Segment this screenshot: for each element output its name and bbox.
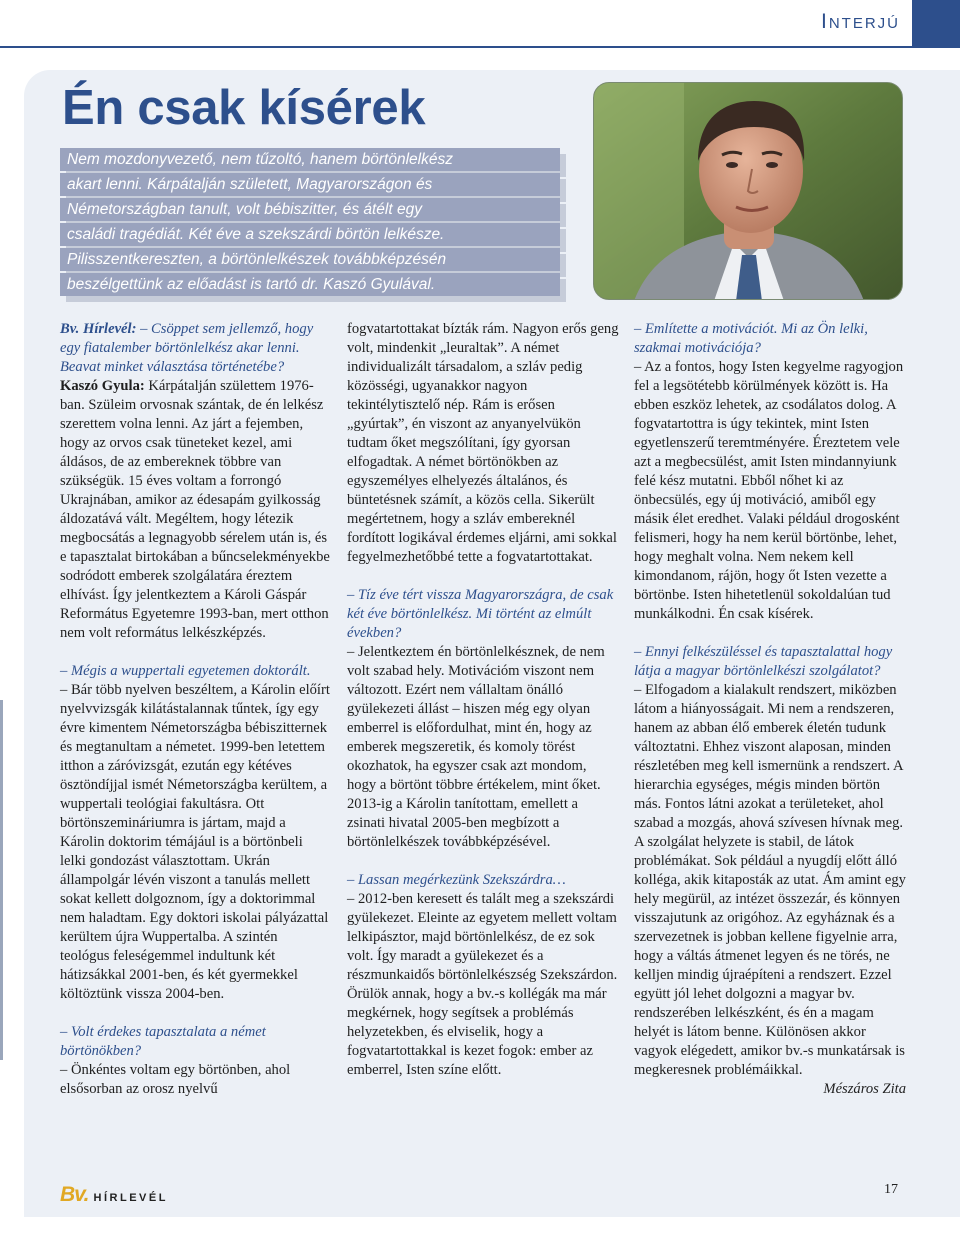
question: – Ennyi felkészüléssel és tapasztalattal hogy látja a magyar börtönlelkészi szolgálatot? [634, 644, 893, 679]
lead-line: családi tragédiát. Két éve a szekszárdi börtön lelkésze. [60, 223, 560, 246]
page-number: 17 [884, 1182, 898, 1197]
answer: – Elfogadom a kialakult rendszert, miközben látom a hiányosságait. Mi nem a rendszeren, hanem az abban élő emberek életén tudunk változtatni. Ehhez viszont alaposan, minden részletében meg kell ismernünk a rendszert. A hierarchia egységes, mégis minden börtön más. Fontos látni azokat a területeket, ahol szabad a mozgás, ahová szívesen hívnak meg. A szolgálat helyzete is stabil, de látok problémákat. Sok például a nyugdíj előtt álló kolléga, akik kitaposták az utat. Ám amint egy hely megürül, az intézet összezár, és könnyen visszajutunk az origóhoz. Az egyháznak és a szervezetnek is jobban kellene figyelnie arra, hogy a váltás átmenet legyen és ne törés, ne kelljen mindig újraépíteni a rendszert. Ezzel együtt jól lehet dolgozni a magyar bv. rendszerében lelkészként, és én a magam helyét is látom benne. Különösen akkor vagyok elégedett, amikor bv.-s munkatársak is megkeresnek problémáikkal. [634, 682, 906, 1078]
article-column-1 [60, 320, 330, 1099]
answer: – Bár több nyelven beszéltem, a Károlin előírt nyelvvizsgák kilátástalannak tűntek, így egy évre kimentem Németországba bébiszitternek és megtanultam a németet. 1999-ben letettem itthon a záróvizsgát, ezután egy kétéves ösztöndíjjal ismét Németországba kerültem, a wuppertali teológiai fakultásra. Ott börtönszemináriumra is jártam, majd a Károlin doktorim témájául is a börtönbeli lelki gondozást választottam. Ukrán állampolgár lévén viszont a tanulás mellett sokat kellett dolgoznom, így a doktorimmal nem haladtam. Egy doktori iskolai pályázattal kerültem újra Wuppertalba. A szintén teológus feleségemmel indultunk két hátizsákkal 2001-ben, és két gyermekkel költöztünk vissza 2004-ben. [60, 682, 330, 1002]
answer: – 2012-ben keresett és talált meg a szekszárdi gyülekezet. Eleinte az egyetem mellett voltam lelkipásztor, majd börtönlelkész, de ez sok volt. Így maradt a gyülekezet és a részmunkaidős börtönlelkészség Szekszárdon. Örülök annak, hogy a bv.-s kollégák ma már megkérnek, hogy segítsek a problémás helyzetekben, és elviselik, hogy a fogvatartottakkal is kezet fogok: ember az emberrel, Isten színe előtt. [347, 891, 618, 1078]
portrait-photo [593, 82, 903, 300]
answer: – Önkéntes voltam egy börtönben, ahol elsősorban az orosz nyelvű [60, 1062, 291, 1097]
question: – Mégis a wuppertali egyetemen doktorált. [60, 663, 311, 679]
lead-line: akart lenni. Kárpátalján született, Magyarországon és [60, 173, 560, 196]
question: – Volt érdekes tapasztalata a német börtönökben? [60, 1024, 266, 1059]
answer [60, 377, 330, 643]
question [60, 320, 330, 377]
question: – Lassan megérkezünk Szekszárdra… [347, 872, 566, 888]
answer: – Az a fontos, hogy Isten kegyelme ragyogjon fel a legsötétebb körülmények között is. Ha ebben eszköz lehetek, az csodálatos dolog. A fogvatartottra is úgy tekintek, mint Isten egyetlenszerű teremtményére. Éreztetem vele azt a megbecsülést, amit Isten mindannyiunk felé kész mutatni. Ebből nőhet ki az önbecsülés, egy új motiváció, amiből egy másik élet eredhet. Valaki például drogosként felismeri, hogy ha nem kerül börtönbe, lehet, hogy meghalt volna. Nem nekem kell kimondanom, rájön, hogy őt Isten vezette a börtönbe. Isten hihetetlenül sokoldalúan tud munkálkodni. Én csak kísérek. [634, 359, 904, 622]
article-lead [60, 148, 560, 298]
logo-word: HÍRLEVÉL [93, 1192, 168, 1204]
interviewer-label: Bv. Hírlevél: [60, 321, 137, 337]
answer: – Jelentkeztem én börtönlelkésznek, de nem volt szabad hely. Motivációm viszont nem változott. Ezért nem vállaltam önálló gyülekezeti állást – hiszen még egy olyan emberrel is előfordulhat, mint én, hogy az emberek megszeretik, és komoly törést okozhatok, ha egyszer csak azt mondom, hogy a börtönt többre értékelem, mint őket. 2013-ig a Károlin tanítottam, emellett a zsinati hivatal 2005-ben megbízott a börtönlelkészek továbbképzésével. [347, 644, 605, 850]
portrait-illustration [594, 83, 903, 300]
article-column-3 [634, 320, 906, 1099]
header-rule [0, 46, 912, 48]
article-title: Én csak kísérek [62, 81, 426, 135]
article-column-2 [347, 320, 619, 1080]
lead-line: Németországban tanult, volt bébiszitter, és átélt egy [60, 198, 560, 221]
panel-edge-mark [0, 700, 3, 1060]
publication-logo [60, 1183, 168, 1207]
question: – Tíz éve tért vissza Magyarországra, de csak két éve börtönlelkész. Mi történt az elmúlt években? [347, 587, 614, 641]
author-signature: Mészáros Zita [823, 1081, 906, 1097]
answer-text: Kárpátalján születtem 1976-ban. Szüleim orvosnak szántak, de én lelkész szerettem volna lenni. Az járt a fejemben, hogy az orvos csak tüneteket kezel, ami áldásos, de az embereknek többre van szükségük. 15 éves voltam a forrongó Ukrajnában, amikor az édesapám gyilkosság áldozatává vált. Megéltem, hogy létezik megbocsátás a legnagyobb sérelem után is, és e tapasztalat birtokában a bűncselekményekbe sodródott emberek szolgálatára éreztem elhívást. Így jelentkeztem a Károli Gáspár Református Egyetemre 1993-ban, mert otthon nem volt református lelkészképzés. [60, 378, 330, 641]
lead-line: Nem mozdonyvezető, nem tűzoltó, hanem börtönlelkész [60, 148, 560, 171]
lead-line: Pilisszentkereszten, a börtönlelkészek továbbképzésén [60, 248, 560, 271]
lead-line: beszélgettünk az előadást is tartó dr. Kaszó Gyulával. [60, 273, 560, 296]
answer: fogvatartottakat bízták rám. Nagyon erős geng volt, mindenkit „leuraltak”. A német individualizált társadalom, a szláv pedig közösségi, ugyanakkor nagyon tekintélytisztelő nép. Rám is erősen „gyúrtak”, én viszont az anyanyelvükön tudtam őket megszólítani, így gyorsan elfogadtak. A német börtönökben az egyszemélyes elhelyezés általános, és büntetésnek számít, a közös cella. Sikerült megértetnem, hogy a szláv embereknél fordított logikával érdemes eljárni, ami sokkal fegyelmezhetőbbé tette a fogvatartottakat. [347, 321, 619, 565]
question: – Említette a motivációt. Mi az Ön lelki, szakmai motivációja? [634, 321, 868, 356]
header-corner-box [912, 0, 960, 48]
question-text: – Csöppet sem jellemző, hogy egy fiatalember börtönlelkész akar lenni. Beavat minket választása történetébe? [60, 321, 314, 375]
section-label: Interjú [821, 10, 900, 33]
logo-mark: Bv. [60, 1183, 89, 1206]
interviewee-label: Kaszó Gyula: [60, 378, 145, 394]
